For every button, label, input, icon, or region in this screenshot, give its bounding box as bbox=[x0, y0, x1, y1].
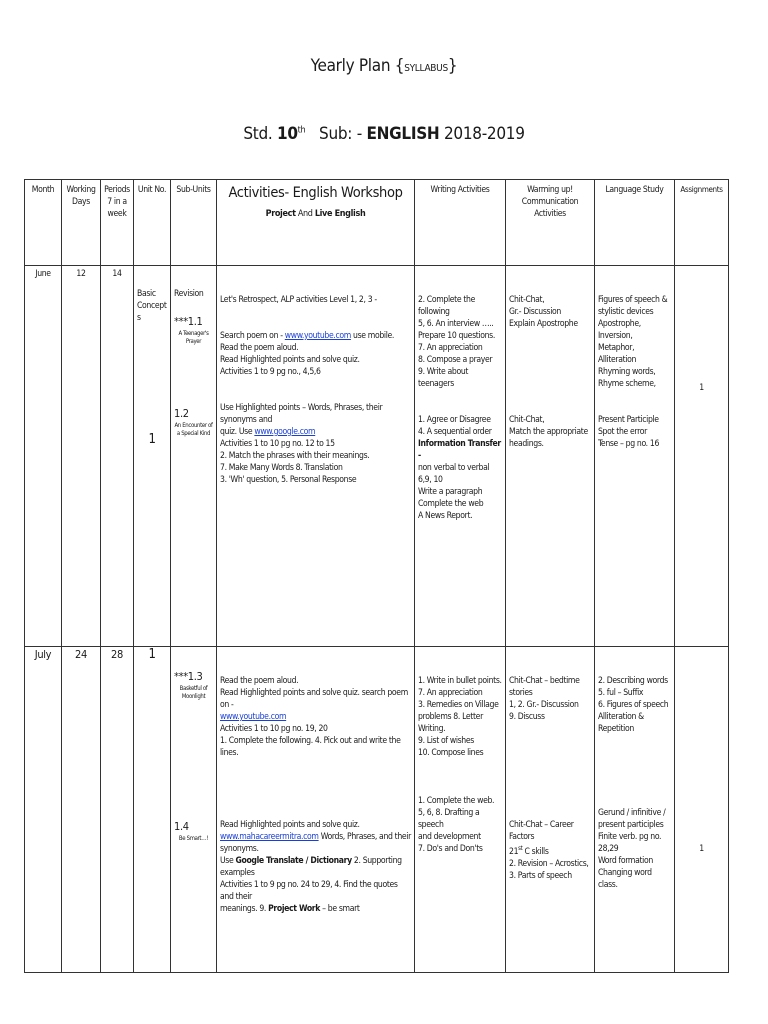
unit-cell: 1 bbox=[134, 647, 171, 973]
document-title: Yearly Plan {SYLLABUS} bbox=[310, 56, 458, 76]
periods-cell: 14 bbox=[101, 266, 134, 647]
yearly-plan-table bbox=[24, 179, 729, 973]
activities-cell: Let's Retrospect, ALP activities Level 1, 2, 3 - Search poem on - www.youtube.com use mobile. Read the poem aloud. Read Highlighted points and solve quiz. Activities 1 to 9 pg no., 4,5,6 Use Highlighted points – Words, Phrases, their synonyms and quiz. Use www.google.com Activities 1 to 10 pg no. 12 to 15 2. Match the phrases with their meanings. 7. Make Many Words 8. Translation 3. 'Wh' question, 5. Personal Response bbox=[217, 266, 415, 647]
unit-cell: Basic Concepts 1 bbox=[134, 266, 171, 647]
language-cell: 2. Describing words 5. ful – Suffix 6. Figures of speech Alliteration & Repetition Gerund / infinitive / present participles Finite verb. pg no. 28,29 Word formation Changing word class. bbox=[595, 647, 675, 973]
table-row-june bbox=[25, 266, 729, 647]
col-writing: Writing Activities bbox=[415, 180, 506, 266]
warming-cell: Chit-Chat, Gr.- Discussion Explain Apostrophe Chit-Chat, Match the appropriate headings. bbox=[506, 266, 595, 647]
document-subtitle: Std. 10th Sub: - ENGLISH 2018-2019 bbox=[243, 124, 525, 144]
col-language: Language Study bbox=[595, 180, 675, 266]
sub-units-cell: Revision ***1.1 A Teenager's Prayer 1.2 An Encounter of a Special Kind bbox=[171, 266, 217, 647]
month-cell: June bbox=[25, 266, 62, 647]
month-cell: July bbox=[25, 647, 62, 973]
col-periods: Periods 7 in a week bbox=[101, 180, 134, 266]
col-month: Month bbox=[25, 180, 62, 266]
warming-cell: Chit-Chat – bedtime stories 1, 2. Gr.- Discussion 9. Discuss Chit-Chat – Career Factors 21st C skills 2. Revision – Acrostics, 3. Parts of speech bbox=[506, 647, 595, 973]
col-working-days: Working Days bbox=[62, 180, 101, 266]
col-sub-units: Sub-Units bbox=[171, 180, 217, 266]
table-header-row bbox=[25, 180, 729, 266]
writing-cell: 2. Complete the following 5, 6. An interview ….. Prepare 10 questions. 7. An appreciation 8. Compose a prayer 9. Write about teenagers 1. Agree or Disagree 4. A sequential order Information Transfer - non verbal to verbal 6,9, 10 Write a paragraph Complete the web A News Report. bbox=[415, 266, 506, 647]
assignment-cell: 1 bbox=[675, 647, 729, 973]
youtube-link[interactable]: www.youtube.com bbox=[220, 712, 287, 722]
col-unit-no: Unit No. bbox=[134, 180, 171, 266]
google-link[interactable]: www.google.com bbox=[254, 427, 316, 437]
col-warming: Warming up! Communication Activities bbox=[506, 180, 595, 266]
writing-cell: 1. Write in bullet points. 7. An appreciation 3. Remedies on Village problems 8. Letter Writing. 9. List of wishes 10. Compose lines 1. Complete the web. 5, 6, 8. Drafting a speech and development 7. Do's and Don'ts bbox=[415, 647, 506, 973]
mahacareermitra-link[interactable]: www.mahacareermitra.com bbox=[220, 832, 319, 842]
assignment-cell: 1 bbox=[675, 266, 729, 647]
periods-cell: 28 bbox=[101, 647, 134, 973]
language-cell: Figures of speech & stylistic devices Apostrophe, Inversion, Metaphor, Alliteration Rhyming words, Rhyme scheme, Present Participle Spot the error Tense – pg no. 16 bbox=[595, 266, 675, 647]
working-days-cell: 12 bbox=[62, 266, 101, 647]
col-activities: Activities- English Workshop Project And Live English bbox=[217, 180, 415, 266]
table-row-july bbox=[25, 647, 729, 973]
activities-cell: Read the poem aloud. Read Highlighted points and solve quiz. search poem on - www.youtube.com Activities 1 to 10 pg no. 19, 20 1. Complete the following. 4. Pick out and write the lines. Read Highlighted points and solve quiz. www.mahacareermitra.com Words, Phrases, and their synonyms. Use Google Translate / Dictionary 2. Supporting examples Activities 1 to 9 pg no. 24 to 29, 4. Find the quotes and their meanings. 9. Project Work – be smart bbox=[217, 647, 415, 973]
working-days-cell: 24 bbox=[62, 647, 101, 973]
col-assignments: Assignments bbox=[675, 180, 729, 266]
youtube-link[interactable]: www.youtube.com bbox=[284, 331, 351, 341]
sub-units-cell: ***1.3 Basketful of Moonlight 1.4 Be Smart…! bbox=[171, 647, 217, 973]
